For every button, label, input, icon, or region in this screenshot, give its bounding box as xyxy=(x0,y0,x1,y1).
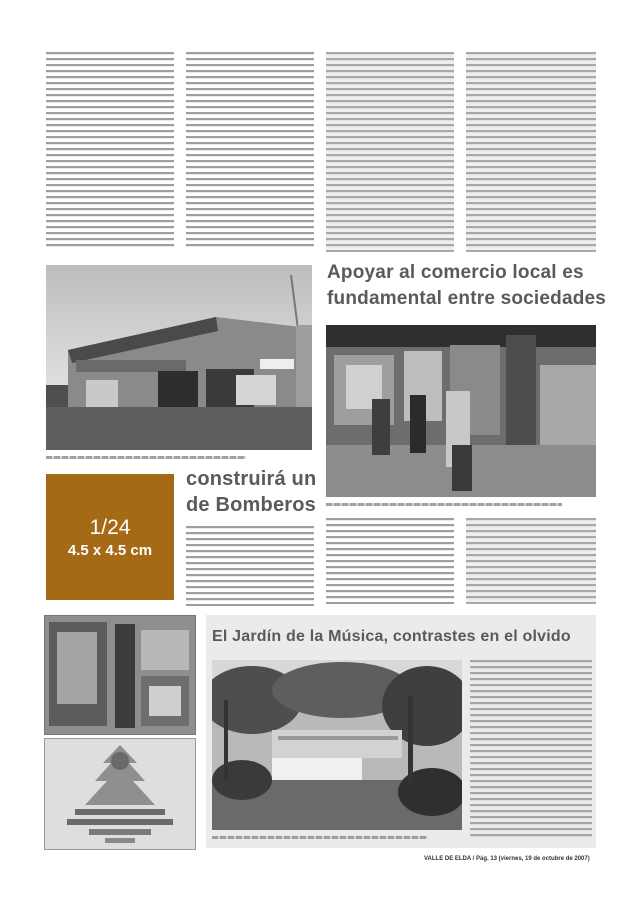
bomberos-article-column xyxy=(186,526,314,606)
shop-photo-caption xyxy=(326,503,562,506)
building-photo xyxy=(46,265,312,450)
garden-photo-caption xyxy=(212,836,427,839)
award-emblem xyxy=(44,738,196,850)
garden-photo xyxy=(212,660,462,830)
market-stall-photo xyxy=(44,615,196,735)
building-photo-caption xyxy=(46,456,246,459)
comercio-article-column-2 xyxy=(466,518,596,604)
article-column-2 xyxy=(186,52,314,248)
headline-bomberos-line-2: de Bomberos xyxy=(186,494,317,516)
ad-placeholder-box xyxy=(46,474,174,600)
article-column-1 xyxy=(46,52,174,248)
ad-fraction: 1/24 xyxy=(89,515,131,539)
comercio-article-column-1 xyxy=(326,518,454,604)
page-footer: VALLE DE ELDA / Pág. 13 (viernes, 19 de octubre de 2007) xyxy=(424,856,590,862)
article-column-4 xyxy=(466,52,596,252)
headline-comercio-line-1: Apoyar al comercio local es xyxy=(327,262,584,283)
headline-jardin: El Jardín de la Música, contrastes en el olvido xyxy=(212,628,571,645)
ad-size: 4.5 x 4.5 cm xyxy=(67,541,153,559)
article-column-3 xyxy=(326,52,454,252)
headline-comercio-line-2: fundamental entre sociedades xyxy=(327,288,607,309)
headline-bomberos-line-1: construirá un xyxy=(186,468,317,490)
shop-interior-photo xyxy=(326,325,596,497)
jardin-article-column xyxy=(470,660,592,838)
